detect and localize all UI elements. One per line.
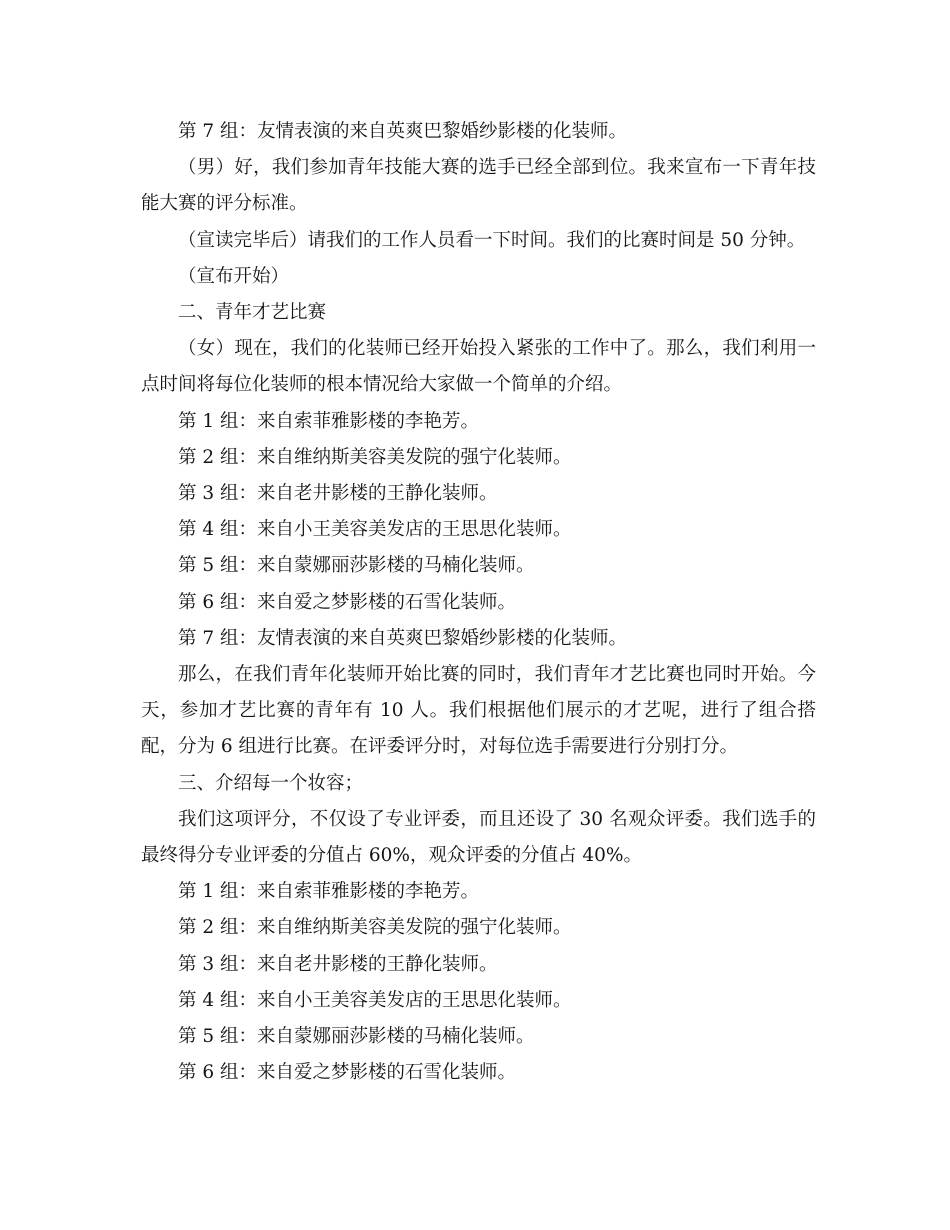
list-item: 第 5 组：来自蒙娜丽莎影楼的马楠化装师。 bbox=[178, 1026, 535, 1048]
document-body bbox=[141, 114, 816, 1091]
section-heading: 三、介绍每一个妆容； bbox=[178, 772, 364, 794]
list-item: 第 1 组：来自索菲雅影楼的李艳芳。 bbox=[178, 881, 480, 903]
list-item: 第 3 组：来自老井影楼的王静化装师。 bbox=[178, 953, 498, 975]
paragraph: （女）现在，我们的化装师已经开始投入紧张的工作中了。那么，我们利用一点时间将每位化装师的根本情况给大家做一个简单的介绍。 bbox=[141, 338, 816, 396]
list-item: 第 6 组：来自爱之梦影楼的石雪化装师。 bbox=[178, 1062, 517, 1084]
paragraph: 第 7 组：友情表演的来自英爽巴黎婚纱影楼的化装师。 bbox=[178, 121, 628, 142]
list-item: 第 6 组：来自爱之梦影楼的石雪化装师。 bbox=[178, 591, 517, 613]
paragraph: （宣布开始） bbox=[178, 265, 290, 287]
list-item: 第 5 组：来自蒙娜丽莎影楼的马楠化装师。 bbox=[178, 555, 535, 577]
paragraph: 我们这项评分，不仅设了专业评委，而且还设了 30 名观众评委。我们选手的最终得分专业评委的分值占 60%，观众评委的分值占 40%。 bbox=[141, 808, 816, 867]
paragraph: （宣读完毕后）请我们的工作人员看一下时间。我们的比赛时间是 50 分钟。 bbox=[178, 229, 806, 251]
section-heading: 二、青年才艺比赛 bbox=[178, 302, 327, 324]
paragraph: 那么，在我们青年化装师开始比赛的同时，我们青年才艺比赛也同时开始。今天，参加才艺比赛的青年有 10 人。我们根据他们展示的才艺呢，进行了组合搭配，分为 6 组进行比赛。在评委评分时，对每位选手需要进行分别打分。 bbox=[141, 664, 816, 758]
list-item: 第 3 组：来自老井影楼的王静化装师。 bbox=[178, 483, 498, 505]
list-item: 第 2 组：来自维纳斯美容美发院的强宁化装师。 bbox=[178, 917, 572, 939]
list-item: 第 1 组：来自索菲雅影楼的李艳芳。 bbox=[178, 410, 480, 432]
list-item: 第 4 组：来自小王美容美发店的王思思化装师。 bbox=[178, 519, 572, 541]
list-item: 第 7 组：友情表演的来自英爽巴黎婚纱影楼的化装师。 bbox=[178, 627, 628, 649]
list-item: 第 2 组：来自维纳斯美容美发院的强宁化装师。 bbox=[178, 446, 572, 468]
paragraph: （男）好，我们参加青年技能大赛的选手已经全部到位。我来宣布一下青年技能大赛的评分标准。 bbox=[141, 157, 816, 215]
list-item: 第 4 组：来自小王美容美发店的王思思化装师。 bbox=[178, 989, 572, 1011]
